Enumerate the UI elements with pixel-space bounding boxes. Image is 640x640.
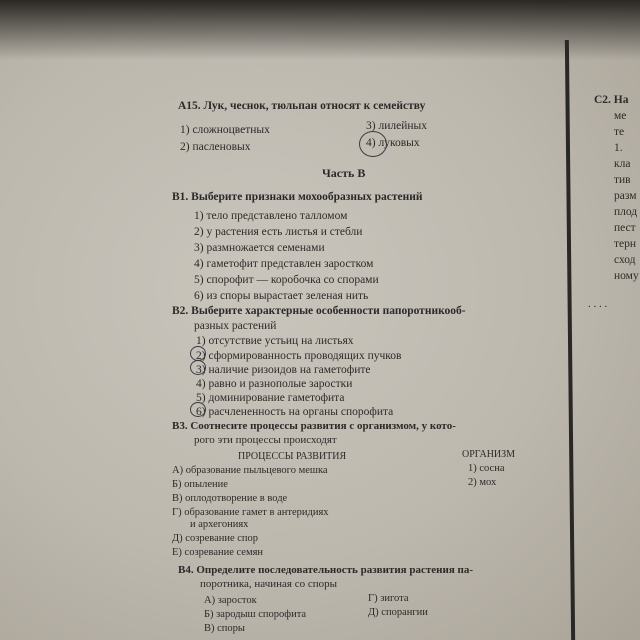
b1-option: 3) размножается семенами — [194, 242, 325, 254]
section-title: Часть В — [322, 166, 366, 180]
b4-question-line2: поротника, начиная со споры — [200, 578, 338, 590]
b3-process: В) оплодотворение в воде — [172, 493, 288, 504]
b3-organism: 1) сосна — [468, 463, 505, 474]
b1-option: 1) тело представлено талломом — [194, 210, 348, 222]
b4-option: А) заросток — [204, 595, 257, 606]
b4-option: В) споры — [204, 623, 245, 634]
b3-process: А) образование пыльцевого мешка — [172, 465, 328, 476]
b3-col-organism-header: ОРГАНИЗМ — [462, 449, 516, 460]
b2-question-line1: В2. Выберите характерные особенности папоротникооб- — [172, 305, 466, 317]
b1-option: 6) из споры вырастает зеленая нить — [194, 290, 369, 302]
right-page-line: тив — [614, 174, 631, 186]
b2-option: 1) отсутствие устьиц на листьях — [196, 335, 354, 347]
right-page-line: плод — [614, 206, 638, 218]
answer-circle-mark — [190, 346, 206, 361]
b2-option: 6) расчлененность на органы спорофита — [196, 406, 394, 418]
b2-option: 5) доминирование гаметофита — [196, 392, 345, 404]
top-shadow — [0, 0, 640, 60]
right-page-line: кла — [614, 158, 631, 170]
right-page-line: терн — [614, 238, 637, 250]
b4-question-line1: В4. Определите последовательность развития растения па- — [178, 564, 474, 576]
b3-process: Д) созревание спор — [172, 533, 259, 544]
answer-circle-mark — [190, 360, 206, 375]
right-page-line: пест — [614, 222, 636, 234]
b3-process-continued: и архегониях — [190, 519, 249, 530]
right-page-line: сход — [614, 254, 636, 266]
b3-col-processes-header: ПРОЦЕССЫ РАЗВИТИЯ — [238, 451, 347, 462]
a15-option-3: 3) лилейных — [366, 120, 427, 132]
right-page-dots: . . . . — [588, 298, 608, 310]
b2-option: 4) равно и разнополые заростки — [196, 378, 353, 390]
b3-question-line1: В3. Соотнесите процессы развития с организмом, у кото- — [172, 420, 456, 432]
b1-option: 4) гаметофит представлен заростком — [194, 258, 374, 270]
b4-option: Б) зародыш спорофита — [204, 609, 307, 620]
b2-option: 2) сформированность проводящих пучков — [196, 350, 402, 362]
right-page-line: С2. На — [594, 94, 629, 106]
right-page-line: разм — [614, 190, 637, 202]
b2-option: 3) наличие ризоидов на гаметофите — [196, 364, 371, 376]
b3-process: Е) созревание семян — [172, 547, 264, 558]
b1-option: 2) у растения есть листья и стебли — [194, 226, 363, 238]
b3-process: Г) образование гамет в антеридиях — [172, 507, 329, 518]
right-page-line: те — [614, 126, 625, 138]
a15-option-4: 4) луковых — [366, 137, 420, 149]
answer-circle-mark — [359, 131, 387, 157]
a15-option-1: 1) сложноцветных — [180, 124, 270, 136]
right-page-line: ме — [614, 110, 627, 122]
b4-option: Г) зигота — [368, 593, 409, 604]
b3-process: Б) опыление — [172, 479, 228, 490]
right-page-line: 1. — [614, 142, 623, 154]
b2-question-line2: разных растений — [194, 320, 277, 332]
b3-question-line2: рого эти процессы происходят — [194, 434, 337, 446]
b1-question: В1. Выберите признаки мохообразных растений — [172, 191, 423, 203]
right-page-line: ному — [614, 270, 639, 282]
b4-option: Д) спорангии — [368, 607, 428, 618]
answer-circle-mark — [190, 402, 206, 417]
a15-question: А15. Лук, чеснок, тюльпан относят к семейству — [178, 100, 426, 112]
b3-organism: 2) мох — [468, 477, 497, 488]
b1-option: 5) спорофит — коробочка со спорами — [194, 274, 379, 286]
a15-option-2: 2) пасленовых — [180, 141, 251, 153]
